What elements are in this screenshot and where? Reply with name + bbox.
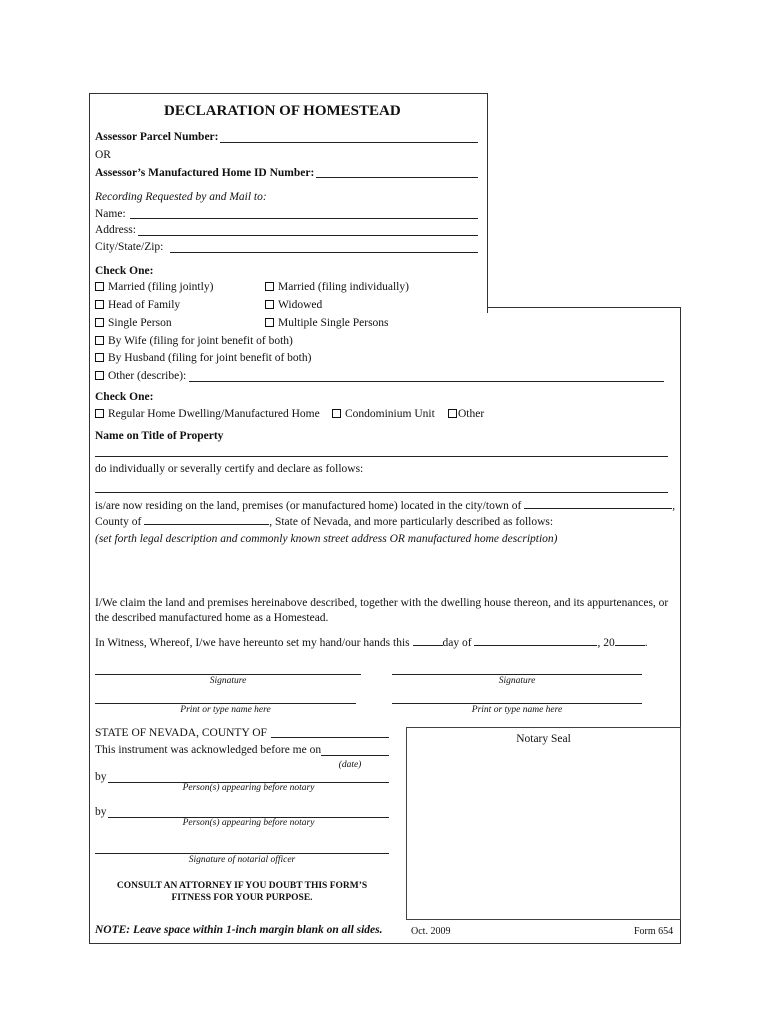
notary-state-label: STATE OF NEVADA, COUNTY OF xyxy=(95,727,267,739)
print-name-caption-2: Print or type name here xyxy=(471,705,563,715)
checkbox-icon[interactable] xyxy=(95,371,104,380)
date-caption: (date) xyxy=(338,760,362,770)
claim-line-2: the described manufactured home as a Homestead. xyxy=(95,612,329,624)
option-by-husband[interactable]: By Husband (filing for joint benefit of both) xyxy=(95,352,311,364)
print-name-field-2[interactable] xyxy=(392,703,642,704)
option-widowed[interactable]: Widowed xyxy=(265,299,322,311)
header-box xyxy=(89,93,488,313)
persons-caption-1: Person(s) appearing before notary xyxy=(182,783,315,793)
checkbox-icon[interactable] xyxy=(265,318,274,327)
option-head-of-family[interactable]: Head of Family xyxy=(95,299,180,311)
witness-line: In Witness, Whereof, I/we have hereunto set my hand/our hands this day of , 20 . xyxy=(95,637,648,649)
city-town-field[interactable] xyxy=(524,499,672,509)
checkbox-icon[interactable] xyxy=(448,409,457,418)
notary-seal-box xyxy=(406,727,681,920)
option-multiple-single[interactable]: Multiple Single Persons xyxy=(265,317,389,329)
parcel-number-field[interactable] xyxy=(220,142,478,143)
certify-text: do individually or severally certify and declare as follows: xyxy=(95,463,364,475)
option-other-describe[interactable]: Other (describe): xyxy=(95,370,186,382)
certify-field[interactable] xyxy=(95,492,668,493)
checkbox-icon[interactable] xyxy=(95,353,104,362)
year-field[interactable] xyxy=(615,636,645,646)
margin-note: NOTE: Leave space within 1-inch margin blank on all sides. xyxy=(95,924,383,936)
checkbox-icon[interactable] xyxy=(95,409,104,418)
option-regular-home[interactable]: Regular Home Dwelling/Manufactured Home xyxy=(95,408,320,420)
notarial-officer-caption: Signature of notarial officer xyxy=(188,855,296,865)
option-single-person[interactable]: Single Person xyxy=(95,317,172,329)
claim-line-1: I/We claim the land and premises hereinabove described, together with the dwelling house thereon, and its appurtenances, or xyxy=(95,597,669,609)
parcel-number-label: Assessor Parcel Number: xyxy=(95,131,219,143)
signature-caption-2: Signature xyxy=(498,676,536,686)
form-date: Oct. 2009 xyxy=(411,926,451,937)
checkbox-icon[interactable] xyxy=(95,318,104,327)
checkbox-icon[interactable] xyxy=(95,282,104,291)
option-by-wife[interactable]: By Wife (filing for joint benefit of both) xyxy=(95,335,293,347)
county-text: County of , State of Nevada, and more particularly described as follows: xyxy=(95,516,554,528)
name-label: Name: xyxy=(95,208,126,220)
by-label-1: by xyxy=(95,771,107,783)
notary-ack-date-field[interactable] xyxy=(321,755,389,756)
title-property-field[interactable] xyxy=(95,456,668,457)
day-field[interactable] xyxy=(413,636,443,646)
mh-id-field[interactable] xyxy=(316,177,478,178)
mh-id-label: Assessor’s Manufactured Home ID Number: xyxy=(95,167,315,179)
city-field[interactable] xyxy=(170,252,478,253)
option-other-type[interactable]: Other xyxy=(448,408,484,420)
notary-county-field[interactable] xyxy=(271,737,389,738)
title-property-label: Name on Title of Property xyxy=(95,430,224,442)
consult-line-2: FITNESS FOR YOUR PURPOSE. xyxy=(171,893,313,903)
legal-description-instructions: (set forth legal description and commonly known street address OR manufactured home description) xyxy=(95,533,558,545)
by-label-2: by xyxy=(95,806,107,818)
notary-ack-label: This instrument was acknowledged before me on xyxy=(95,744,322,756)
name-field[interactable] xyxy=(130,218,478,219)
city-label: City/State/Zip: xyxy=(95,241,164,253)
residing-text: is/are now residing on the land, premises (or manufactured home) located in the city/town of , xyxy=(95,500,676,512)
check-one-heading-1: Check One: xyxy=(95,265,154,277)
print-name-caption-1: Print or type name here xyxy=(180,705,271,715)
option-married-individually[interactable]: Married (filing individually) xyxy=(265,281,409,293)
checkbox-icon[interactable] xyxy=(265,282,274,291)
signature-field-1[interactable] xyxy=(95,674,361,675)
print-name-field-1[interactable] xyxy=(95,703,356,704)
option-married-jointly[interactable]: Married (filing jointly) xyxy=(95,281,213,293)
page-title: DECLARATION OF HOMESTEAD xyxy=(164,103,401,119)
main-box-top-edge xyxy=(487,307,681,308)
checkbox-icon[interactable] xyxy=(95,336,104,345)
address-field[interactable] xyxy=(138,235,478,236)
notarial-officer-field[interactable] xyxy=(95,853,389,854)
or-label: OR xyxy=(95,149,111,161)
month-field[interactable] xyxy=(474,636,597,646)
checkbox-icon[interactable] xyxy=(265,300,274,309)
checkbox-icon[interactable] xyxy=(95,300,104,309)
consult-line-1: CONSULT AN ATTORNEY IF YOU DOUBT THIS FORM’S xyxy=(116,881,368,891)
check-one-heading-2: Check One: xyxy=(95,391,154,403)
signature-caption-1: Signature xyxy=(209,676,247,686)
checkbox-icon[interactable] xyxy=(332,409,341,418)
recording-heading: Recording Requested by and Mail to: xyxy=(95,191,267,203)
persons-caption-2: Person(s) appearing before notary xyxy=(182,818,315,828)
signature-field-2[interactable] xyxy=(392,674,642,675)
county-field[interactable] xyxy=(144,515,269,525)
form-number: Form 654 xyxy=(634,926,674,937)
option-condominium[interactable]: Condominium Unit xyxy=(332,408,435,420)
notary-seal-label: Notary Seal xyxy=(516,733,571,745)
address-label: Address: xyxy=(95,224,136,236)
other-describe-field[interactable] xyxy=(189,381,664,382)
